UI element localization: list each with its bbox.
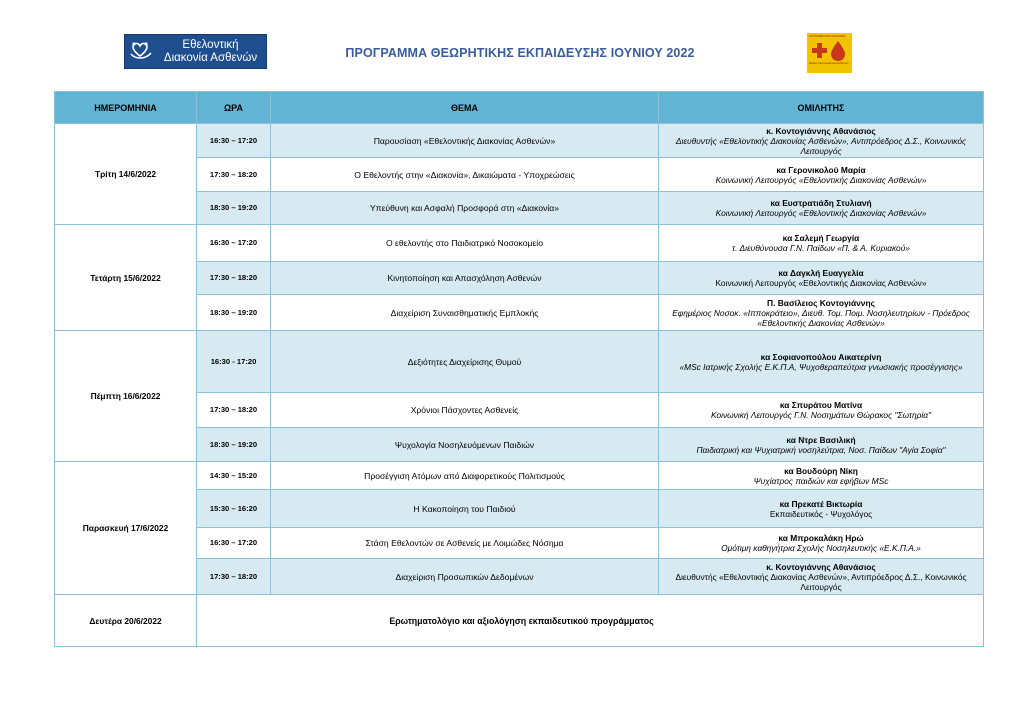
speaker-role: Διευθυντής «Εθελοντικής Διακονίας Ασθενών», Αντιπρόεδρος Δ.Σ., Κοινωνικός Λειτουργός (675, 135, 967, 156)
speaker-name: κα Γερονικολού Μαρία (776, 164, 866, 175)
speaker-name: κα Σοφιανοπούλου Αικατερίνη (760, 351, 882, 362)
evaluation-note: Ερωτηματολόγιο και αξιολόγηση εκπαιδευτικού προγράμματος (197, 595, 984, 647)
speaker-name: κα Πρεκατέ Βικτωρία (779, 498, 863, 509)
speaker-role: Ψυχίατρος παιδιών και εφήβων MSc (753, 475, 889, 486)
heart-hands-icon (125, 35, 159, 68)
speaker-role: Κοινωνική Λειτουργός «Εθελοντικής Διακονίας Ασθενών» (715, 208, 927, 218)
table-row (55, 225, 984, 262)
session-speaker (659, 428, 984, 462)
session-time: 16:30 - 17:20 (197, 331, 271, 393)
partner-logo (807, 33, 852, 73)
session-time: 18:30 – 19:20 (197, 295, 271, 331)
speaker-name: κα Μπροκαλάκη Ηρώ (778, 533, 864, 543)
session-time: 14:30 – 15:20 (197, 462, 271, 490)
logo-text-line2: Διακονία Ασθενών (163, 51, 258, 64)
session-time: 18:30 – 19:20 (197, 428, 271, 462)
session-speaker (659, 331, 984, 393)
day-date: Πέμπτη 16/6/2022 (55, 331, 197, 462)
session-topic: Διαχείριση Συναισθηματικής Εμπλοκής (271, 295, 659, 331)
organization-logo (124, 34, 267, 69)
session-speaker (659, 225, 984, 262)
session-topic: Υπεύθυνη και Ασφαλή Προσφορά στη «Διακονία» (271, 192, 659, 225)
speaker-role: Κοινωνική Λειτουργός Γ.Ν. Νοσημάτων Θώρακος "Σωτηρία" (710, 410, 932, 420)
page-title: ΠΡΟΓΡΑΜΜΑ ΘΕΩΡΗΤΙΚΗΣ ΕΚΠΑΙΔΕΥΣΗΣ ΙΟΥΝΙΟΥ 2022 (345, 46, 695, 60)
column-header-topic: ΘΕΜΑ (271, 92, 659, 124)
speaker-role: Κοινωνική Λειτουργός «Εθελοντικής Διακονίας Ασθενών» (715, 174, 927, 185)
speaker-name: κα Ντρε Βασιλική (786, 434, 856, 445)
cross-drop-icon (812, 40, 848, 62)
speaker-name: κα Ευστρατιάδη Στυλιανή (770, 198, 872, 208)
session-topic: Παρουσίαση «Εθελοντικής Διακονίας Ασθενών» (271, 124, 659, 158)
logo-text-line1: Εθελοντική (182, 38, 239, 51)
speaker-role: Εκπαιδευτικός - Ψυχολόγος (769, 508, 873, 519)
partner-logo-top-text: ΑΚΤΙΝΟΒΟΛΟΣ ΔΙΑΚΟΝΙΑ (809, 34, 846, 38)
speaker-name: Π. Βασίλειος Κοντογιάννης (767, 297, 875, 308)
speaker-name: κα Σπυράτου Ματίνα (779, 400, 863, 410)
schedule-table (54, 91, 984, 647)
session-time: 17:30 – 18:20 (197, 262, 271, 295)
table-header-row (55, 92, 984, 124)
session-time: 17:30 – 18:20 (197, 559, 271, 595)
table-row (55, 331, 984, 393)
speaker-name: κα Σαλεμή Γεωργία (782, 233, 860, 243)
session-time: 16:30 – 17:20 (197, 528, 271, 559)
session-time: 18:30 – 19:20 (197, 192, 271, 225)
session-speaker (659, 158, 984, 192)
speaker-name: κα Δαγκλή Ευαγγελία (778, 268, 864, 278)
session-time: 15:30 – 16:20 (197, 490, 271, 528)
session-topic: Δεξιότητες Διαχείρισης Θυμού (271, 331, 659, 393)
session-speaker (659, 192, 984, 225)
session-speaker (659, 124, 984, 158)
day-date: Παρασκευή 17/6/2022 (55, 462, 197, 595)
session-time: 17:30 – 18:20 (197, 158, 271, 192)
speaker-role: Παιδιατρική και Ψυχιατρική νοσηλεύτρια, Νοσ. Παίδων "Αγία Σοφία" (696, 444, 946, 455)
session-speaker (659, 490, 984, 528)
speaker-role: Ομότιμη καθηγήτρια Σχολής Νοσηλευτικής «Ε.Κ.Π.Α.» (721, 543, 921, 553)
day-date: Τετάρτη 15/6/2022 (55, 225, 197, 331)
session-time: 17:30 – 18:20 (197, 393, 271, 428)
speaker-role: Κοινωνική Λειτουργός «Εθελοντικής Διακονίας Ασθενών» (715, 278, 927, 288)
session-time: 16:30 – 17:20 (197, 225, 271, 262)
table-row (55, 595, 984, 647)
session-topic: Χρόνιοι Πάσχοντες Ασθενείς (271, 393, 659, 428)
session-topic: Ο Εθελοντής στην «Διακονία», Δικαιώματα - Υποχρεώσεις (271, 158, 659, 192)
session-time: 16:30 – 17:20 (197, 124, 271, 158)
column-header-date: ΗΜΕΡΟΜΗΝΙΑ (55, 92, 197, 124)
column-header-speaker: ΟΜΙΛΗΤΗΣ (659, 92, 984, 124)
column-header-time: ΩΡΑ (197, 92, 271, 124)
session-speaker (659, 462, 984, 490)
session-speaker (659, 559, 984, 595)
session-topic: Η Κακοποίηση του Παιδιού (271, 490, 659, 528)
session-speaker (659, 295, 984, 331)
session-topic: Ψυχολογία Νοσηλευόμενων Παιδιών (271, 428, 659, 462)
speaker-name: κα Βουδούρη Νίκη (784, 465, 858, 476)
session-speaker (659, 262, 984, 295)
speaker-name: κ. Κοντογιάννης Αθανάσιος (766, 125, 876, 136)
speaker-role: «MSc Ιατρικής Σχολής Ε.Κ.Π.Α, Ψυχοθεραπεύτρια γνωσιακής προσέγγισης» (679, 361, 963, 372)
day-date: Τρίτη 14/6/2022 (55, 124, 197, 225)
session-speaker (659, 528, 984, 559)
session-speaker (659, 393, 984, 428)
session-topic: Διαχείριση Προσωπικών Δεδομένων (271, 559, 659, 595)
speaker-name: κ. Κοντογιάννης Αθανάσιος (766, 561, 876, 572)
speaker-role: τ. Διευθύνουσα Γ.Ν. Παίδων «Π. & Α. Κυριακού» (732, 243, 910, 253)
table-row (55, 462, 984, 490)
session-topic: Ο εθελοντής στο Παιδιατρικό Νοσοκομείο (271, 225, 659, 262)
day-date: Δευτέρα 20/6/2022 (55, 595, 197, 647)
speaker-role: Εφημέριος Νοσοκ. «Ιπποκράτειο», Διευθ. Τομ. Ποιμ. Νοσηλευτηρίων - Πρόεδρος «Εθελοντικής Διακονίας Ασθενών» (672, 307, 970, 328)
session-topic: Κινητοποίηση και Απασχόληση Ασθενών (271, 262, 659, 295)
session-topic: Προσέγγιση Ατόμων από Διαφορετικούς Πολιτισμούς (271, 462, 659, 490)
speaker-role: Διευθυντής «Εθελοντικής Διακονίας Ασθενών», Αντιπρόεδρος Δ.Σ., Κοινωνικός Λειτουργός (675, 571, 967, 592)
session-topic: Στάση Εθελοντών σε Ασθενείς με Λοιμώδες Νόσημα (271, 528, 659, 559)
partner-logo-bottom-text: Εθελοντική Διακονία Ασθενών (809, 61, 849, 65)
table-row (55, 124, 984, 158)
